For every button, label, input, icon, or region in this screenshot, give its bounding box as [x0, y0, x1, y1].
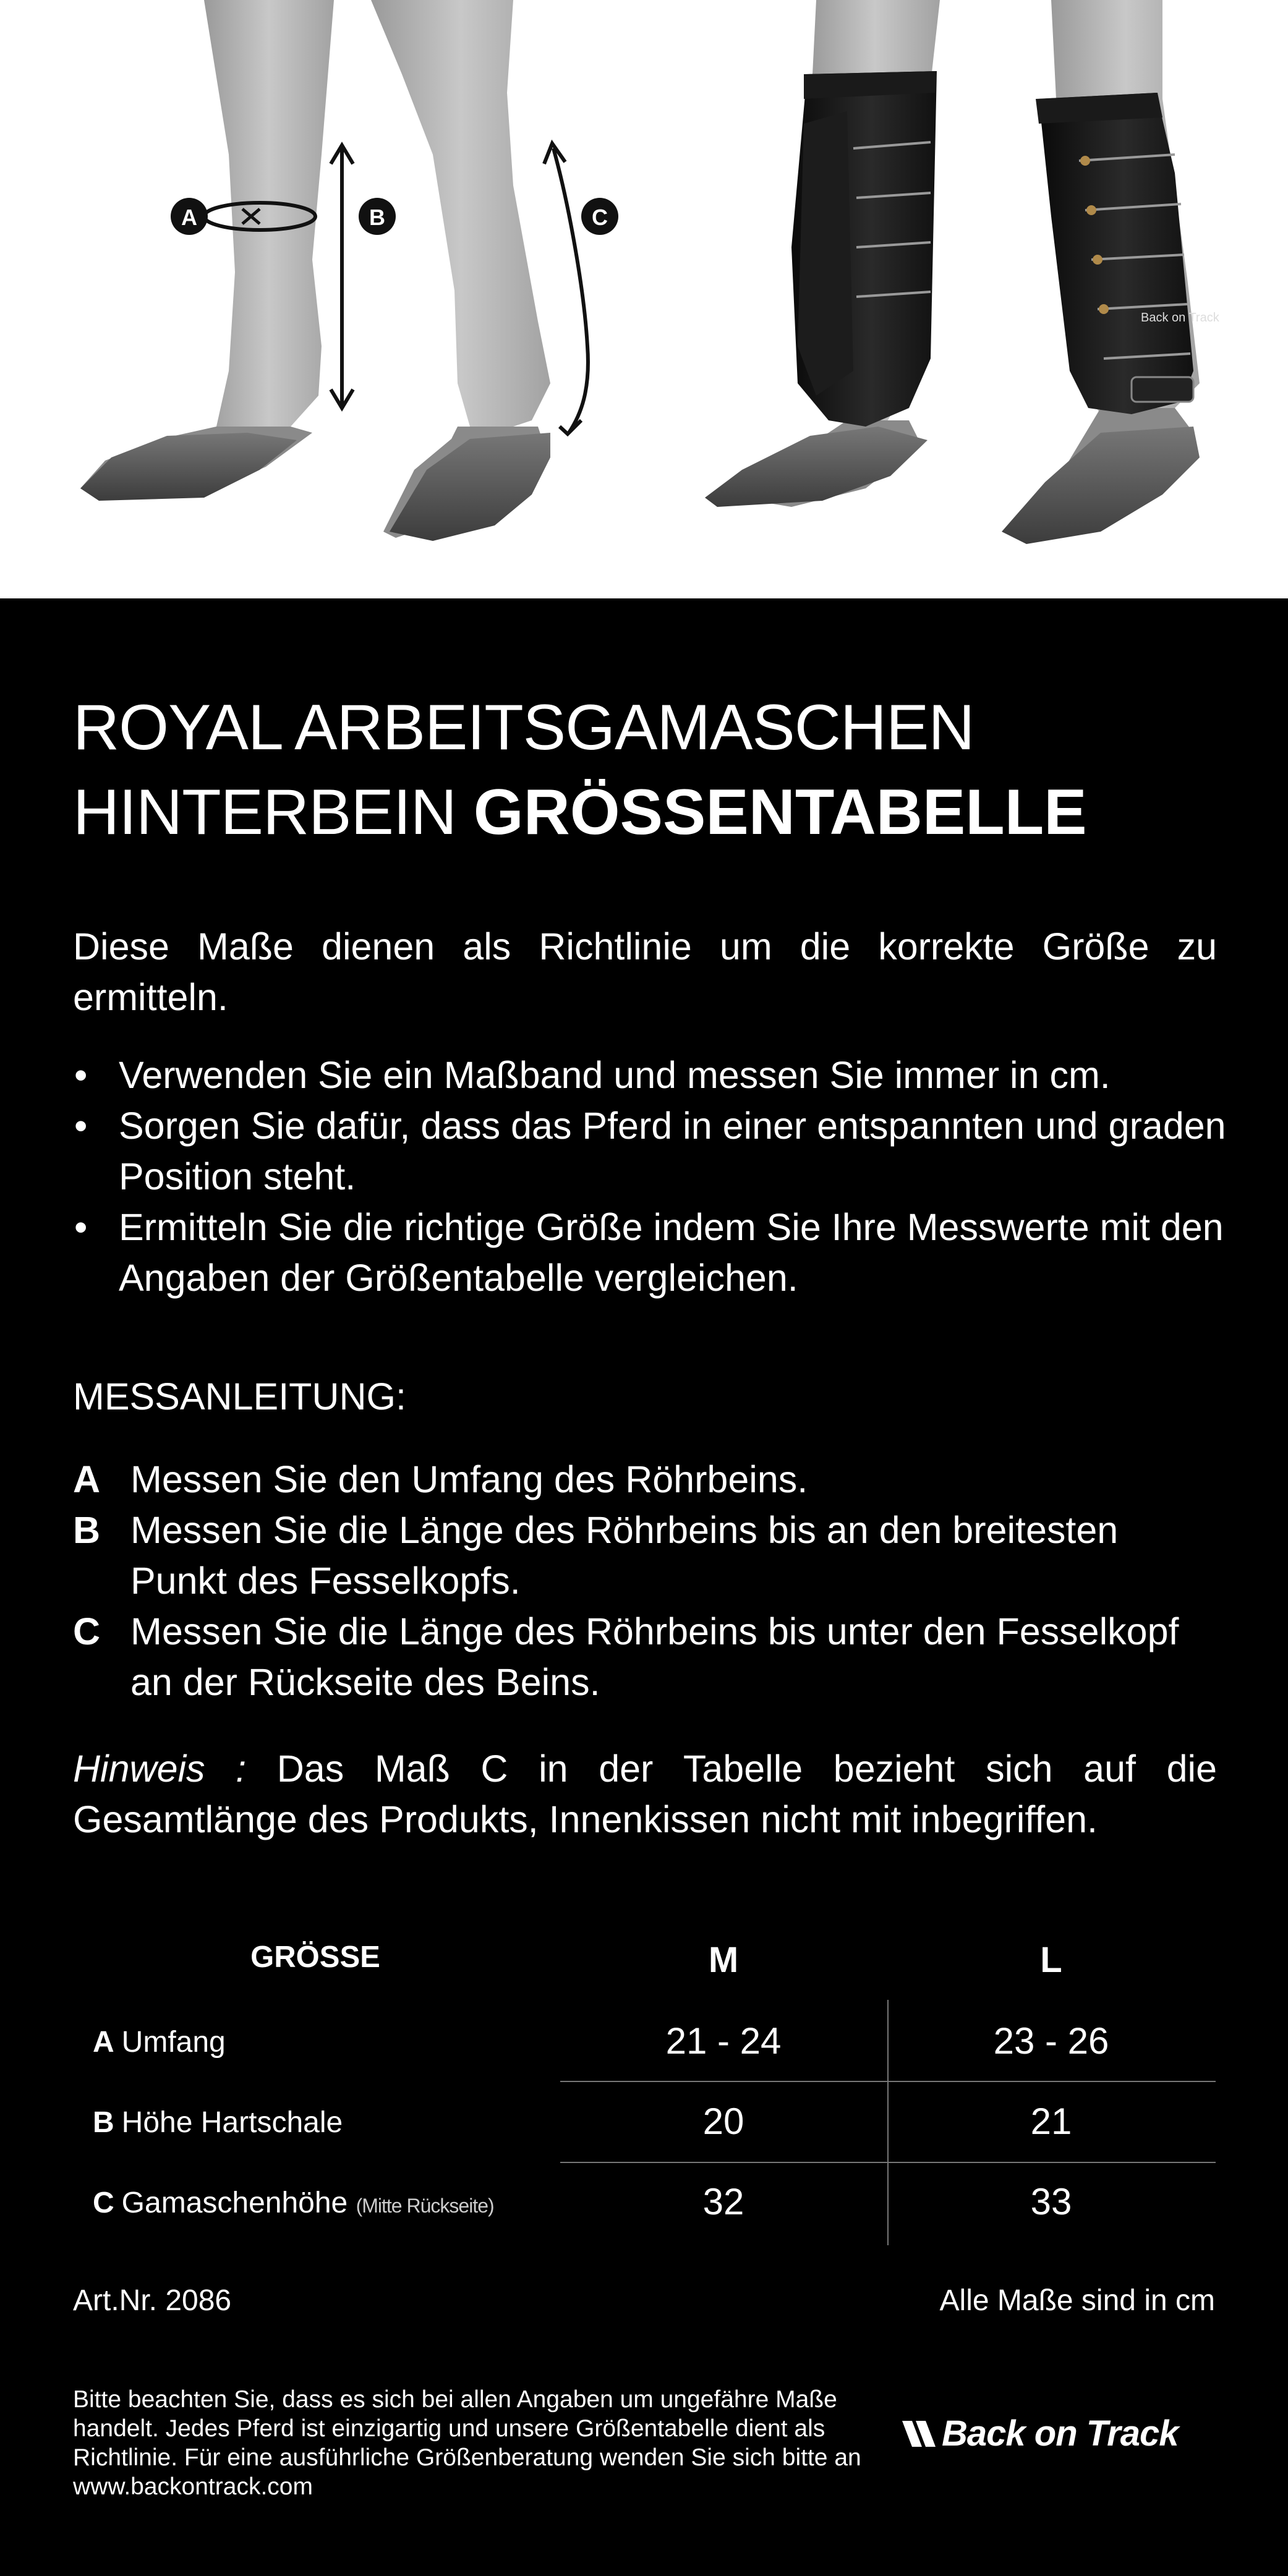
intro-text: Diese Maße dienen als Richtlinie um die korrekte Größe zu ermitteln.: [73, 925, 1217, 1018]
table-cell: 20: [702, 2101, 744, 2142]
row-letter: C: [93, 2187, 114, 2219]
article-number: Art.Nr. 2086: [73, 2284, 232, 2317]
instruction-letter: A: [73, 1458, 101, 1500]
boot-logo-text: Back on Track: [1141, 311, 1219, 325]
units-note: Alle Maße sind in cm: [939, 2284, 1215, 2317]
marker-b-label: B: [369, 205, 385, 230]
instructions-list: [73, 1454, 1217, 1707]
tips-list: [73, 1050, 1235, 1303]
marker-a-label: A: [181, 205, 197, 230]
brand-logo: [898, 2412, 1220, 2455]
instruction-letter: C: [73, 1610, 101, 1652]
page-title-line1: ROYAL ARBEITSGAMASCHEN: [73, 692, 975, 763]
hero-illustration: [0, 0, 1288, 598]
table-row-label: [93, 2108, 343, 2138]
row-name: Höhe Hartschale: [121, 2106, 343, 2139]
right-leg-1: [705, 0, 940, 507]
table-divider: [560, 2162, 1216, 2163]
tip-item: • Ermitteln Sie die richtige Größe indem Sie Ihre Messwerte mit den Angaben der Größentabelle vergleichen.: [73, 1202, 1235, 1303]
instruction-item: [73, 1454, 1217, 1505]
page-title-bold: GRÖSSENTABELLE: [473, 776, 1087, 848]
right-leg-2: [1002, 0, 1220, 544]
marker-c-label: C: [592, 205, 608, 230]
row-letter: B: [93, 2106, 114, 2139]
measure-c: [544, 143, 618, 434]
table-divider: [887, 2000, 889, 2245]
row-name: Umfang: [121, 2026, 226, 2059]
tip-item: • Sorgen Sie dafür, dass das Pferd in einer entspannten und graden Position steht.: [73, 1100, 1235, 1202]
table-cell: 32: [702, 2181, 744, 2222]
table-divider: [560, 2081, 1216, 2082]
page-title-light: HINTERBEIN: [73, 776, 474, 848]
disclaimer-text: Bitte beachten Sie, dass es sich bei allen Angaben um ungefähre Maße handelt. Jedes Pferd ist einzigartig und unsere Größentabelle dient als Richtlinie. Für eine ausführliche Größenberatung wenden Sie sich bitte an www.backontrack.com: [73, 2386, 861, 2500]
instruction-text: Messen Sie den Umfang des Röhrbeins.: [130, 1458, 808, 1500]
instruction-item: [73, 1606, 1217, 1707]
left-leg-2: [371, 0, 550, 541]
left-leg-1: [80, 0, 334, 501]
note-label: Hinweis :: [73, 1748, 247, 1790]
row-letter: A: [93, 2026, 114, 2059]
table-header-size: GRÖSSE: [250, 1941, 380, 1974]
instruction-letter: B: [73, 1509, 101, 1551]
leg-measurement-figure: [0, 0, 1288, 598]
table-row-label: [93, 2028, 226, 2057]
table-cell: 21: [1030, 2101, 1072, 2142]
note-body: Das Maß C in der Tabelle bezieht sich auf die Gesamtlänge des Produkts, Innenkissen nicht mit inbegriffen.: [73, 1748, 1217, 1840]
note-text: [73, 1743, 1217, 1845]
table-cell: 21 - 24: [665, 2020, 782, 2062]
row-name: Gamaschenhöhe: [121, 2187, 348, 2219]
table-cell: 23 - 26: [993, 2020, 1109, 2062]
table-header-l: L: [1040, 1940, 1062, 1980]
brand-logo-text: Back on Track: [942, 2413, 1179, 2454]
instructions-heading: MESSANLEITUNG:: [73, 1375, 406, 1418]
tip-item: • Verwenden Sie ein Maßband und messen Sie immer in cm.: [73, 1050, 1235, 1100]
instruction-text: Messen Sie die Länge des Röhrbeins bis an den breitesten Punkt des Fesselkopfs.: [130, 1509, 1119, 1602]
hind-leg-boot: [1039, 93, 1193, 414]
brand-logo-icon: [902, 2421, 936, 2447]
row-subnote: (Mitte Rückseite): [356, 2195, 494, 2217]
table-header-m: M: [708, 1940, 739, 1980]
table-cell: 33: [1030, 2181, 1072, 2222]
instruction-item: [73, 1505, 1217, 1606]
table-row-label: [93, 2188, 494, 2218]
measure-b: [331, 145, 396, 408]
instruction-text: Messen Sie die Länge des Röhrbeins bis unter den Fesselkopf an der Rückseite des Beins.: [130, 1610, 1179, 1703]
page-title-line2: [73, 776, 1087, 848]
